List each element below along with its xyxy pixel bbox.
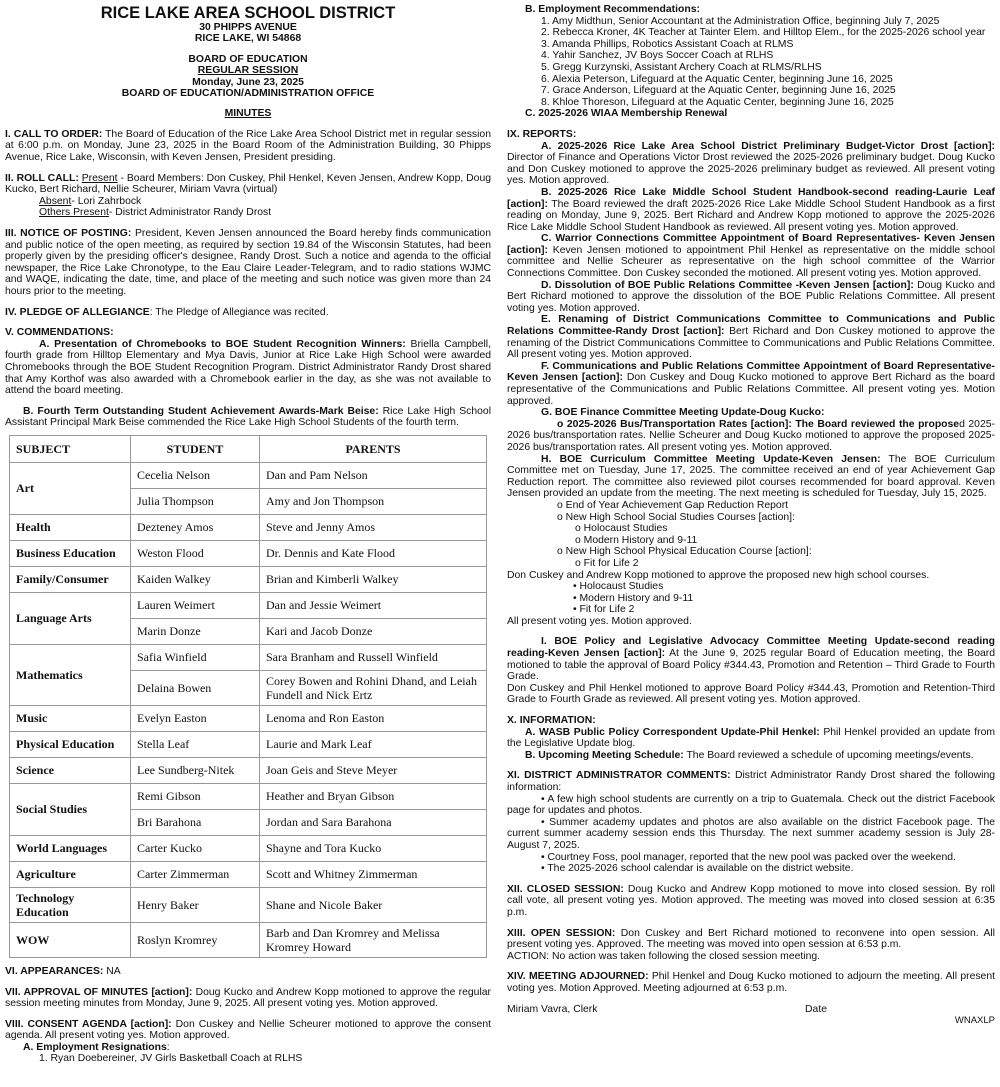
section-commendations: V. COMMENDATIONS:: [5, 327, 114, 339]
parents-cell: Lenoma and Ron Easton: [260, 705, 487, 731]
parents-cell: Shayne and Tora Kucko: [260, 835, 487, 861]
report-i-motion: Don Cuskey and Phil Henkel motioned to approve Board Policy #344.43, Promotion and Retention-Third Grade to Fourth Grade as reviewed. All present voting yes. Motion approved.: [507, 682, 995, 706]
resignation-item: 1. Ryan Doebereiner, JV Girls Basketball Coach at RLHS: [39, 1053, 303, 1065]
section-adjourned: XIV. MEETING ADJOURNED: Phil Henkel and Doug Kucko motioned to adjourn the meeting. All present voting yes. Motion Approved. Meeting adjourned at 6:53 p.m.: [507, 971, 995, 994]
parents-cell: Scott and Whitney Zimmerman: [260, 861, 487, 887]
subject-cell: Agriculture: [10, 861, 131, 887]
course-bullet: • Fit for Life 2: [573, 604, 635, 616]
section-administrator-comments: XI. DISTRICT ADMINISTRATOR COMMENTS: District Administrator Randy Drost shared the following information:: [507, 770, 996, 793]
roll-call-others: Others Present- District Administrator Randy Drost: [39, 207, 272, 219]
report-a: A. 2025-2026 Rice Lake Area School District Preliminary Budget-Victor Drost [action]: Director of Finance and Operations Victor Drost reviewed the 2025-2026 preliminary budget. Doug Kucko and Don Cuskey motioned to approve the 2025-2026 preliminary budget as reviewed. All present voting yes. Motion approved.: [507, 140, 995, 187]
report-i: I. BOE Policy and Legislative Advocacy Committee Meeting Update-second reading reading-Keven Jensen [action]: At the June 9, 2025 regular Board of Education meeting, the Board motioned to table the approval of Board Policy #344.43, Promotion and Retention – Third Grade to Fourth Grade.: [507, 636, 995, 683]
student-cell: Delaina Bowen: [131, 670, 260, 705]
section-information: X. INFORMATION:: [507, 715, 596, 727]
table-row: [10, 566, 487, 592]
section-reports: IX. REPORTS:: [507, 128, 577, 140]
open-session-action: ACTION: No action was taken following the closed session meeting.: [507, 950, 821, 962]
student-cell: Stella Leaf: [131, 731, 260, 757]
curriculum-item: o End of Year Achievement Gap Reduction Report: [557, 499, 789, 511]
subject-cell: Social Studies: [10, 783, 131, 835]
district-title: RICE LAKE AREA SCHOOL DISTRICT: [100, 4, 396, 22]
office-heading: BOARD OF EDUCATION/ADMINISTRATION OFFICE: [121, 88, 375, 100]
signature-date: Date: [805, 1003, 827, 1015]
meeting-date: Monday, June 23, 2025: [192, 76, 304, 88]
list-item: 5. Gregg Kurzynski, Assistant Archery Coach at RLMS/RLHS: [541, 61, 822, 73]
report-d: D. Dissolution of BOE Public Relations Committee -Keven Jensen [action]: Doug Kucko and Bert Richard motioned to approve the dissolution of the BOE Public Relations Committee. All present voting yes. Motion approved.: [507, 279, 995, 314]
recommendations-list: [507, 16, 995, 109]
commendation-b: B. Fourth Term Outstanding Student Achievement Awards-Mark Beise: Rice Lake High School Assistant Principal Mark Beise commended the Rice Lake High School Students of the fourth term.: [5, 405, 492, 429]
report-c: C. Warrior Connections Committee Appointment of Board Representatives- Keven Jensen [action]: Keven Jensen motioned to appointment Phil Henkel as representative on the middle school committee and Nellie Scheurer as representative on the high school committee of the Warrior Connections Committee. Don Cuskey seconded the motioned. All present voting yes. Motion approved.: [507, 233, 995, 280]
report-f: F. Communications and Public Relations Committee Appointment of Board Representative-Keven Jensen [action]: Don Cuskey and Doug Kucko motioned to approve Bert Richard as the board representative of the Communications and Public Relations Committee. All present voting yes. Motion approved.: [507, 360, 996, 407]
left-column: [5, 4, 491, 1065]
curriculum-result: All present voting yes. Motion approved.: [507, 615, 692, 627]
table-row: [10, 861, 487, 887]
right-column: [507, 4, 995, 1027]
clerk-signature: Miriam Vavra, Clerk: [507, 1003, 598, 1015]
curriculum-item: o Fit for Life 2: [575, 557, 639, 569]
section-pledge: IV. PLEDGE OF ALLEGIANCE: The Pledge of Allegiance was recited.: [5, 306, 329, 318]
report-g: G. BOE Finance Committee Meeting Update-Doug Kucko:: [541, 407, 825, 419]
subject-cell: Language Arts: [10, 592, 131, 644]
curriculum-item: o Modern History and 9-11: [575, 534, 698, 546]
awards-table-body: [10, 462, 487, 957]
curriculum-item: o New High School Physical Education Course [action]:: [557, 546, 812, 558]
table-header-row: [10, 435, 487, 462]
table-row: [10, 592, 487, 618]
parents-cell: Steve and Jenny Amos: [260, 514, 487, 540]
student-cell: Bri Barahona: [131, 809, 260, 835]
report-e: E. Renaming of District Communications Committee to Communications and Public Relations Committee-Randy Drost [action]: Bert Richard and Don Cuskey motioned to approve the renaming of the District Communications Committee to Communications and Public Relations Committee. All present voting yes. Motion approved.: [507, 314, 995, 361]
employment-recommendations: B. Employment Recommendations:: [525, 4, 700, 15]
parents-cell: Heather and Bryan Gibson: [260, 783, 487, 809]
minutes-heading: MINUTES: [224, 108, 272, 120]
subject-cell: Music: [10, 705, 131, 731]
student-cell: Julia Thompson: [131, 488, 260, 514]
list-item: 1. Amy Midthun, Senior Accountant at the Administration Office, beginning July 7, 2025: [541, 15, 940, 27]
student-cell: Carter Kucko: [131, 835, 260, 861]
section-call-to-order: I. CALL TO ORDER: The Board of Education of the Rice Lake Area School District met in regular session at 6:00 p.m. on Monday, June 23, 2025 in the Board Room of the Administration Building, 30 Phipps Avenue, Rice Lake, Wisconsin, with Keven Jensen, President presiding.: [5, 128, 491, 164]
course-bullet: • Modern History and 9-11: [573, 592, 694, 604]
parents-cell: Dr. Dennis and Kate Flood: [260, 540, 487, 566]
parents-cell: Amy and Jon Thompson: [260, 488, 487, 514]
parents-cell: Joan Geis and Steve Meyer: [260, 757, 487, 783]
section-open-session: XIII. OPEN SESSION: Don Cuskey and Bert Richard motioned to reconvene into open session. All present voting yes. Approved. The meeting was moved into open session at 6:53 p.m.: [507, 927, 995, 951]
subject-cell: Technology Education: [10, 887, 131, 922]
section-roll-call: II. ROLL CALL: Present - Board Members: Don Cuskey, Phil Henkel, Keven Jensen, Andrew Kopp, Doug Kucko, Bert Richard, Nellie Scheurer, Miriam Vavra (virtual): [5, 172, 492, 196]
list-item: 8. Khloe Thoreson, Lifeguard at the Aquatic Center, beginning June 16, 2025: [541, 96, 894, 108]
parents-cell: Dan and Pam Nelson: [260, 462, 487, 488]
report-b: B. 2025-2026 Rice Lake Middle School Student Handbook-second reading-Laurie Leaf [action]: The Board reviewed the draft 2025-2026 Rice Lake Middle School Student Handbook as a first reading on Monday, June 9, 2025. Bert Richard and Andrew Kopp motioned to approve the 2025-2026 Rice Lake Middle School Student Handbook as reviewed. All present voting yes. Motion approved.: [507, 186, 995, 233]
student-cell: Roslyn Kromrey: [131, 922, 260, 957]
list-item: 3. Amanda Phillips, Robotics Assistant Coach at RLMS: [541, 38, 794, 50]
roll-call-absent: Absent- Lori Zahrbock: [39, 195, 142, 207]
subject-cell: Science: [10, 757, 131, 783]
subject-cell: Physical Education: [10, 731, 131, 757]
student-cell: Marin Donze: [131, 618, 260, 644]
parents-cell: Dan and Jessie Weimert: [260, 592, 487, 618]
table-row: [10, 835, 487, 861]
list-item: 4. Yahir Sanchez, JV Boys Soccer Coach at RLHS: [541, 50, 774, 62]
commendation-a: A. Presentation of Chromebooks to BOE Student Recognition Winners: Briella Campbell, fourth grade from Hilltop Elementary and Mya Davis, Junior at Rice Lake High School were awarded Chromebooks through the BOE Student Recognition Program. District Administrator Randy Drost shared that Amy Korthof was also awarded with a Chromebook earlier in the day, as she was not available to attend the board meeting.: [5, 338, 491, 397]
employment-resignations: A. Employment Resignations:: [23, 1041, 170, 1053]
table-row: [10, 462, 487, 488]
header-subject: SUBJECT: [10, 435, 131, 462]
subject-cell: WOW: [10, 922, 131, 957]
student-cell: Lee Sundberg-Nitek: [131, 757, 260, 783]
comment-bullet: • Courtney Foss, pool manager, reported that the new pool was packed over the weekend.: [541, 851, 956, 863]
list-item: 2. Rebecca Kroner, 4K Teacher at Tainter Elem. and Hilltop Elem., for the 2025-2026 school year: [541, 27, 986, 39]
student-cell: Safia Winfield: [131, 644, 260, 670]
list-item: 6. Alexia Peterson, Lifeguard at the Aquatic Center, beginning June 16, 2025: [541, 73, 893, 85]
address-line-1: 30 PHIPPS AVENUE: [199, 22, 297, 33]
comment-bullet: • A few high school students are currently on a trip to Guatemala. Check out the district Facebook page for updates and photos.: [507, 793, 995, 817]
student-cell: Weston Flood: [131, 540, 260, 566]
parents-cell: Jordan and Sara Barahona: [260, 809, 487, 835]
header-student: STUDENT: [131, 435, 260, 462]
subject-cell: Health: [10, 514, 131, 540]
student-cell: Carter Zimmerman: [131, 861, 260, 887]
parents-cell: Barb and Dan Kromrey and Melissa Kromrey Howard: [260, 922, 487, 957]
table-row: [10, 705, 487, 731]
table-row: [10, 514, 487, 540]
report-g-sub: o 2025-2026 Bus/Transportation Rates [action]: The Board reviewed the proposed 2025-2026 bus/transportation rates. Nellie Scheurer and Doug Kucko motioned to approve the proposed 2025-2026 bus/transportation rates. All present voting yes. Motion approved.: [507, 418, 995, 453]
list-item: 7. Grace Anderson, Lifeguard at the Aquatic Center, beginning June 16, 2025: [541, 85, 896, 97]
student-cell: Henry Baker: [131, 887, 260, 922]
parents-cell: Kari and Jacob Donze: [260, 618, 487, 644]
section-notice-of-posting: III. NOTICE OF POSTING: President, Keven Jensen announced the Board hereby finds communication and public notice of the open meeting, as required by section 19.84 of the Wisconsin Statutes, had been properly given by the presiding officer's designee, Randy Drost. Such a notice and agenda to the official newspaper, the Rice Lake Chronotype, to the Eau Claire Leader-Telegram, and to radio stations WJMC and WAQE, indicating the date, time, and place of the meeting and such notice was given more than 24 hours prior to the meeting.: [5, 228, 491, 297]
parents-cell: Shane and Nicole Baker: [260, 887, 487, 922]
student-cell: Remi Gibson: [131, 783, 260, 809]
parents-cell: Laurie and Mark Leaf: [260, 731, 487, 757]
parents-cell: Brian and Kimberli Walkey: [260, 566, 487, 592]
subject-cell: Family/Consumer: [10, 566, 131, 592]
parents-cell: Sara Branham and Russell Winfield: [260, 644, 487, 670]
course-bullet: • Holocaust Studies: [573, 581, 664, 593]
comment-bullet: • The 2025-2026 school calendar is available on the district website.: [541, 863, 854, 875]
section-consent-agenda: VIII. CONSENT AGENDA [action]: Don Cuskey and Nellie Scheurer motioned to approve the consent agenda. All present voting yes. Motion approved.: [5, 1018, 492, 1042]
session-heading: REGULAR SESSION: [197, 65, 299, 77]
subject-cell: Business Education: [10, 540, 131, 566]
subject-cell: Art: [10, 462, 131, 514]
table-row: [10, 922, 487, 957]
information-b: B. Upcoming Meeting Schedule: The Board reviewed a schedule of upcoming meetings/events.: [525, 749, 974, 761]
table-row: [10, 783, 487, 809]
information-a: A. WASB Public Policy Correspondent Update-Phil Henkel: Phil Henkel provided an update from the Legislative Update blog.: [507, 726, 995, 750]
table-row: [10, 644, 487, 670]
signature-line: [507, 1004, 827, 1016]
student-cell: Kaiden Walkey: [131, 566, 260, 592]
subject-cell: Mathematics: [10, 644, 131, 705]
table-row: [10, 731, 487, 757]
parents-cell: Corey Bowen and Rohini Dhand, and Leiah Fundell and Nick Ertz: [260, 670, 487, 705]
curriculum-item: o New High School Social Studies Courses [action]:: [557, 511, 795, 523]
table-row: [10, 757, 487, 783]
section-closed-session: XII. CLOSED SESSION: Doug Kucko and Andrew Kopp motioned to move into closed session. By roll call vote, all present voting yes. Motion approved. The meeting was moved into closed session at 6:35 p.m.: [507, 883, 995, 918]
comment-bullet: • Summer academy updates and photos are also available on the district Facebook page. The current summer academy session ends this Thursday. The next summer academy session is July 28-August 7, 2025.: [507, 816, 995, 851]
student-cell: Evelyn Easton: [131, 705, 260, 731]
section-appearances: VI. APPEARANCES: NA: [5, 965, 121, 977]
header-parents: PARENTS: [260, 435, 487, 462]
address-line-2: RICE LAKE, WI 54868: [194, 33, 302, 45]
curriculum-motion: Don Cuskey and Andrew Kopp motioned to approve the proposed new high school courses.: [507, 569, 930, 581]
report-h: H. BOE Curriculum Committee Meeting Update-Keven Jensen: The BOE Curriculum Committee met on Tuesday, June 17, 2025. The committee received an end of year Achievement Gap Reduction report. The committee also reviewed pilot courses recommended for board approval. Keven Jensen provided an update from the meeting. The next meeting is scheduled for Tuesday, July 15, 2025.: [507, 453, 995, 500]
section-approval-of-minutes: VII. APPROVAL OF MINUTES [action]: Doug Kucko and Andrew Kopp motioned to approve the regular session meeting minutes from Monday, June 9, 2025. All present voting yes. Motion approved.: [5, 986, 491, 1010]
student-cell: Lauren Weimert: [131, 592, 260, 618]
subject-cell: World Languages: [10, 835, 131, 861]
table-row: [10, 887, 487, 922]
wiaa-renewal: C. 2025-2026 WIAA Membership Renewal: [525, 108, 728, 120]
board-heading: BOARD OF EDUCATION: [188, 53, 308, 65]
publication-tag: WNAXLP: [954, 1015, 995, 1027]
curriculum-item: o Holocaust Studies: [575, 523, 668, 535]
student-cell: Dezteney Amos: [131, 514, 260, 540]
student-cell: Cecelia Nelson: [131, 462, 260, 488]
awards-table: [9, 435, 487, 958]
table-row: [10, 540, 487, 566]
